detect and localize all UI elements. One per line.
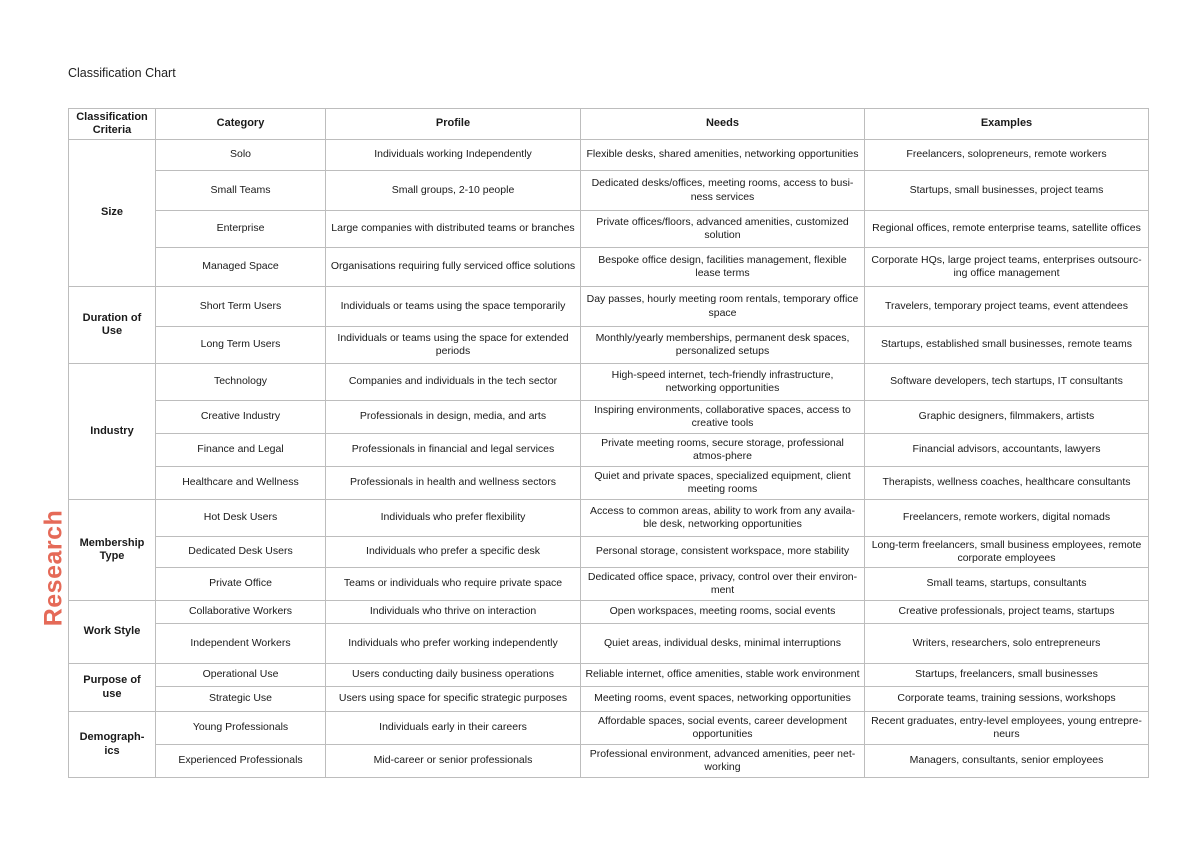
table-row bbox=[69, 434, 1149, 467]
examples-cell: Long-term freelancers, small business employees, remote corporate employees bbox=[865, 537, 1149, 568]
examples-cell: Small teams, startups, consultants bbox=[865, 568, 1149, 601]
table-row bbox=[69, 687, 1149, 712]
profile-cell: Companies and individuals in the tech sector bbox=[326, 364, 581, 401]
criteria-cell: Industry bbox=[69, 364, 156, 500]
category-cell: Healthcare and Wellness bbox=[156, 467, 326, 500]
table-row bbox=[69, 364, 1149, 401]
needs-cell: Flexible desks, shared amenities, networking opportunities bbox=[581, 140, 865, 171]
profile-cell: Mid-career or senior professionals bbox=[326, 745, 581, 778]
examples-cell: Startups, small businesses, project teams bbox=[865, 171, 1149, 211]
profile-cell: Professionals in health and wellness sectors bbox=[326, 467, 581, 500]
category-cell: Enterprise bbox=[156, 211, 326, 248]
header-profile: Profile bbox=[326, 109, 581, 140]
header-row bbox=[69, 109, 1149, 140]
table-row bbox=[69, 745, 1149, 778]
needs-cell: Dedicated desks/offices, meeting rooms, access to busi-ness services bbox=[581, 171, 865, 211]
profile-cell: Small groups, 2-10 people bbox=[326, 171, 581, 211]
header-examples: Examples bbox=[865, 109, 1149, 140]
table-row bbox=[69, 537, 1149, 568]
needs-cell: Inspiring environments, collaborative spaces, access to creative tools bbox=[581, 401, 865, 434]
needs-cell: Dedicated office space, privacy, control over their environ-ment bbox=[581, 568, 865, 601]
profile-cell: Individuals who prefer working independently bbox=[326, 624, 581, 664]
table-row bbox=[69, 712, 1149, 745]
profile-cell: Professionals in financial and legal services bbox=[326, 434, 581, 467]
profile-cell: Individuals early in their careers bbox=[326, 712, 581, 745]
category-cell: Young Professionals bbox=[156, 712, 326, 745]
examples-cell: Managers, consultants, senior employees bbox=[865, 745, 1149, 778]
category-cell: Strategic Use bbox=[156, 687, 326, 712]
header-needs: Needs bbox=[581, 109, 865, 140]
page-title: Classification Chart bbox=[68, 66, 176, 80]
needs-cell: Quiet areas, individual desks, minimal interruptions bbox=[581, 624, 865, 664]
needs-cell: Access to common areas, ability to work from any availa-ble desk, networking opportunities bbox=[581, 500, 865, 537]
category-cell: Operational Use bbox=[156, 664, 326, 687]
profile-cell: Organisations requiring fully serviced office solutions bbox=[326, 248, 581, 287]
needs-cell: Personal storage, consistent workspace, more stability bbox=[581, 537, 865, 568]
table-row bbox=[69, 500, 1149, 537]
category-cell: Small Teams bbox=[156, 171, 326, 211]
header-criteria: Classification Criteria bbox=[69, 109, 156, 140]
examples-cell: Corporate teams, training sessions, workshops bbox=[865, 687, 1149, 712]
table-row bbox=[69, 327, 1149, 364]
examples-cell: Startups, established small businesses, remote teams bbox=[865, 327, 1149, 364]
profile-cell: Users using space for specific strategic purposes bbox=[326, 687, 581, 712]
table-row bbox=[69, 568, 1149, 601]
table-row bbox=[69, 624, 1149, 664]
table-row bbox=[69, 401, 1149, 434]
profile-cell: Users conducting daily business operations bbox=[326, 664, 581, 687]
category-cell: Solo bbox=[156, 140, 326, 171]
category-cell: Managed Space bbox=[156, 248, 326, 287]
table-row bbox=[69, 211, 1149, 248]
table-row bbox=[69, 171, 1149, 211]
profile-cell: Individuals who prefer flexibility bbox=[326, 500, 581, 537]
table-row bbox=[69, 601, 1149, 624]
examples-cell: Travelers, temporary project teams, event attendees bbox=[865, 287, 1149, 327]
needs-cell: Monthly/yearly memberships, permanent desk spaces, personalized setups bbox=[581, 327, 865, 364]
needs-cell: Open workspaces, meeting rooms, social events bbox=[581, 601, 865, 624]
examples-cell: Regional offices, remote enterprise teams, satellite offices bbox=[865, 211, 1149, 248]
needs-cell: Day passes, hourly meeting room rentals, temporary office space bbox=[581, 287, 865, 327]
profile-cell: Professionals in design, media, and arts bbox=[326, 401, 581, 434]
classification-table bbox=[68, 108, 1149, 778]
category-cell: Dedicated Desk Users bbox=[156, 537, 326, 568]
side-label: Research bbox=[39, 509, 68, 627]
category-cell: Creative Industry bbox=[156, 401, 326, 434]
examples-cell: Graphic designers, filmmakers, artists bbox=[865, 401, 1149, 434]
header-category: Category bbox=[156, 109, 326, 140]
category-cell: Experienced Professionals bbox=[156, 745, 326, 778]
table-row bbox=[69, 467, 1149, 500]
examples-cell: Corporate HQs, large project teams, enterprises outsourc-ing office management bbox=[865, 248, 1149, 287]
needs-cell: Private meeting rooms, secure storage, professional atmos-phere bbox=[581, 434, 865, 467]
examples-cell: Freelancers, solopreneurs, remote workers bbox=[865, 140, 1149, 171]
profile-cell: Individuals or teams using the space for extended periods bbox=[326, 327, 581, 364]
profile-cell: Teams or individuals who require private space bbox=[326, 568, 581, 601]
examples-cell: Therapists, wellness coaches, healthcare consultants bbox=[865, 467, 1149, 500]
category-cell: Private Office bbox=[156, 568, 326, 601]
examples-cell: Recent graduates, entry-level employees, young entrepre-neurs bbox=[865, 712, 1149, 745]
criteria-cell: Membership Type bbox=[69, 500, 156, 601]
category-cell: Long Term Users bbox=[156, 327, 326, 364]
table-row bbox=[69, 664, 1149, 687]
examples-cell: Freelancers, remote workers, digital nomads bbox=[865, 500, 1149, 537]
category-cell: Hot Desk Users bbox=[156, 500, 326, 537]
category-cell: Short Term Users bbox=[156, 287, 326, 327]
needs-cell: Affordable spaces, social events, career development opportunities bbox=[581, 712, 865, 745]
criteria-cell: Size bbox=[69, 140, 156, 287]
profile-cell: Individuals working Independently bbox=[326, 140, 581, 171]
needs-cell: Reliable internet, office amenities, stable work environment bbox=[581, 664, 865, 687]
needs-cell: Meeting rooms, event spaces, networking opportunities bbox=[581, 687, 865, 712]
category-cell: Finance and Legal bbox=[156, 434, 326, 467]
category-cell: Technology bbox=[156, 364, 326, 401]
needs-cell: Private offices/floors, advanced amenities, customized solution bbox=[581, 211, 865, 248]
needs-cell: Quiet and private spaces, specialized equipment, client meeting rooms bbox=[581, 467, 865, 500]
needs-cell: Bespoke office design, facilities management, flexible lease terms bbox=[581, 248, 865, 287]
criteria-cell: Duration of Use bbox=[69, 287, 156, 364]
profile-cell: Individuals or teams using the space temporarily bbox=[326, 287, 581, 327]
needs-cell: Professional environment, advanced amenities, peer net-working bbox=[581, 745, 865, 778]
examples-cell: Financial advisors, accountants, lawyers bbox=[865, 434, 1149, 467]
needs-cell: High-speed internet, tech-friendly infrastructure, networking opportunities bbox=[581, 364, 865, 401]
table-row bbox=[69, 140, 1149, 171]
examples-cell: Startups, freelancers, small businesses bbox=[865, 664, 1149, 687]
criteria-cell: Demograph-ics bbox=[69, 712, 156, 778]
table-row bbox=[69, 287, 1149, 327]
table-row bbox=[69, 248, 1149, 287]
profile-cell: Individuals who thrive on interaction bbox=[326, 601, 581, 624]
category-cell: Independent Workers bbox=[156, 624, 326, 664]
examples-cell: Writers, researchers, solo entrepreneurs bbox=[865, 624, 1149, 664]
profile-cell: Individuals who prefer a specific desk bbox=[326, 537, 581, 568]
category-cell: Collaborative Workers bbox=[156, 601, 326, 624]
examples-cell: Software developers, tech startups, IT consultants bbox=[865, 364, 1149, 401]
criteria-cell: Purpose of use bbox=[69, 664, 156, 712]
profile-cell: Large companies with distributed teams or branches bbox=[326, 211, 581, 248]
examples-cell: Creative professionals, project teams, startups bbox=[865, 601, 1149, 624]
criteria-cell: Work Style bbox=[69, 601, 156, 664]
